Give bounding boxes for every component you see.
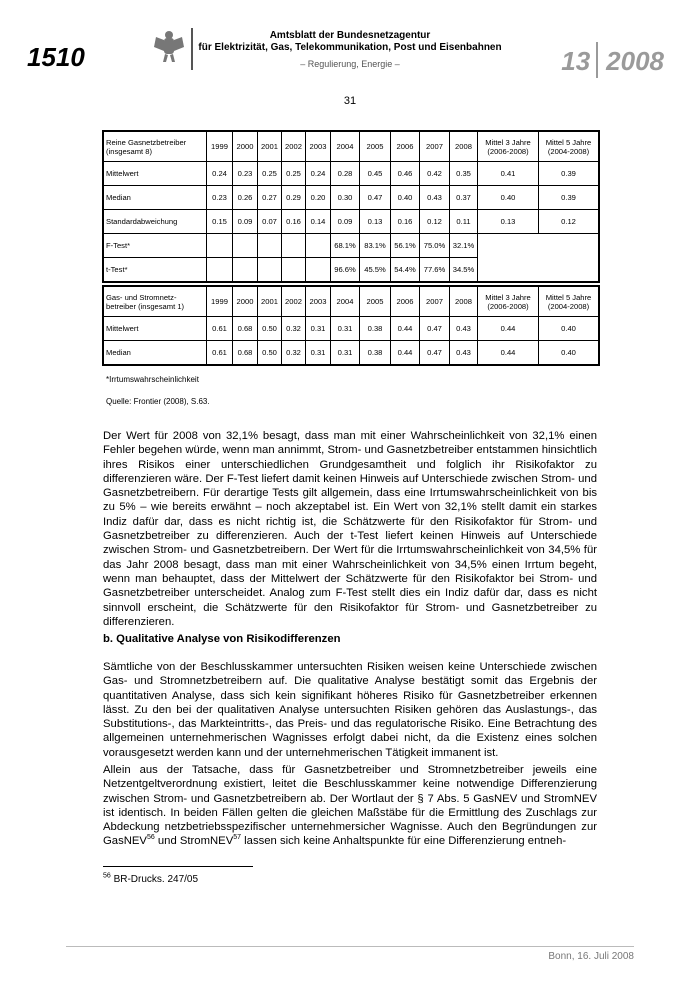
table-cell: 0.44 [478, 317, 539, 341]
issue-number: 13 [561, 46, 591, 76]
row-label: Median [104, 341, 207, 365]
table-cell: 0.40 [478, 186, 539, 210]
table-cell: 0.44 [391, 317, 420, 341]
empty-cell [478, 234, 599, 282]
table-cell: 0.68 [233, 341, 258, 365]
table-cell: 56.1% [391, 234, 420, 258]
row-label: Gas- und Stromnetz-betreiber (insgesamt 1) [104, 287, 207, 317]
table-cell: 0.43 [450, 341, 478, 365]
footnote-ref-57[interactable]: 57 [233, 834, 242, 842]
table-footnote: *Irrtumswahrscheinlichkeit [106, 375, 199, 384]
table-row [104, 186, 599, 210]
paragraph-3-part-2: und StromNEV [154, 835, 234, 848]
table-cell: 1999 [207, 287, 233, 317]
table-cell: 0.31 [331, 317, 360, 341]
table-cell: 68.1% [331, 234, 360, 258]
table-cell: 0.38 [360, 317, 391, 341]
table-cell: 0.45 [360, 162, 391, 186]
table-cell [282, 258, 306, 282]
table-cell: 54.4% [391, 258, 420, 282]
row-label: Mittelwert [104, 317, 207, 341]
table-cell: 0.15 [207, 210, 233, 234]
issue-year: 2008 [606, 46, 664, 76]
table-cell: 2000 [233, 132, 258, 162]
table-cell: 2002 [282, 132, 306, 162]
table-cell: 2001 [258, 132, 282, 162]
table-cell: 2004 [331, 132, 360, 162]
table-cell: 0.24 [207, 162, 233, 186]
row-label: Reine Gasnetzbetreiber (insgesamt 8) [104, 132, 207, 162]
paragraph-1: Der Wert für 2008 von 32,1% besagt, dass man mit einer Wahrscheinlichkeit von 32,1% einen Fehler begehen würde, wenn man annimmt, Strom- und Gasnetzbetreiber entstammen hinsichtlich ihres Risikos einer unterschiedlichen Grundgesamtheit und folglich ihr Risikofaktor zu differenzieren wäre. Der F-Test liefert damit keinen Hinweis auf Unterschiede zwischen Strom- und Gasnetzbetreibern. Für derartige Tests gilt allgemein, dass eine Irrtumswahrscheinlichkeit von bis zu 5% – wie bereits erwähnt – noch akzeptabel ist. Ein Wert von 32,1% stellt damit ein starkes Indiz dafür dar, dass es nicht richtig ist, die Schätzwerte für den Risikofaktor für Strom- und Gasnetzbetreiber zu differenzieren. Auch der t-Test liefert keinen Hinweis auf Unterschiede zwischen Strom- und Gasnetzbetreibern. Der Wert für die Irrtumswahrscheinlichkeit von 34,5% für das Jahr 2008 besagt, dass man mit einer Wahrscheinlichkeit von 34,5% einen Irrtum begeht, wenn man behauptet, dass der Mittelwert der Schätzwerte für den Risikofaktor bei Strom- und Gasnetzbetreiber unterscheidet. Analog zum F-Test stellt dies ein Indiz dafür dar, dass es nicht sinnvoll erscheint, die Schätzwerte für den Risikofaktor für Strom- und Gasnetzbetreiber zu differenzieren. [103, 430, 597, 628]
table-cell: 0.39 [539, 186, 599, 210]
table-cell: 2006 [391, 287, 420, 317]
table-row [104, 234, 599, 258]
table-cell: 0.27 [258, 186, 282, 210]
paragraph-2: Sämtliche von der Beschlusskammer untersuchten Risiken weisen keine Unterschiede zwischen Gas- und Stromnetzbetreibern auf. Die qualitative Analyse bestätigt somit das Ergebnis der quantitativen Analyse, dass sich kein signifikant höheres Risiko für Gasnetzbetreiber erkennen lässt. Zu den bei der qualitativen Analyse untersuchten Risiken gehören das Auslastungs-, das Substitutions-, das Markteintritts-, das Preis- und das regulatorische Risiko. Eine Betrachtung des allgemeinen unternehmerischen Wagnisses erfolgt dabei nicht, da die Existenz eines solchen vorausgesetzt werden kann und der unternehmerischen Tätigkeit immanent ist. [103, 661, 597, 759]
table-cell [306, 234, 331, 258]
table-cell: 0.23 [207, 186, 233, 210]
table-cell [207, 234, 233, 258]
table-cell: 0.61 [207, 341, 233, 365]
table-cell: 0.50 [258, 341, 282, 365]
table-row [104, 317, 599, 341]
table-cell: 0.09 [331, 210, 360, 234]
table-cell: 0.39 [539, 162, 599, 186]
table-cell: 0.37 [450, 186, 478, 210]
table-cell: 0.07 [258, 210, 282, 234]
table-cell: 0.43 [420, 186, 450, 210]
table-cell: 0.25 [282, 162, 306, 186]
page-number: 1510 [27, 42, 85, 72]
table-cell: 0.23 [233, 162, 258, 186]
table-cell: 0.29 [282, 186, 306, 210]
journal-header [180, 30, 520, 70]
table-cell [258, 234, 282, 258]
table-cell: 0.28 [331, 162, 360, 186]
table-cell: 0.31 [306, 317, 331, 341]
table-cell: 96.6% [331, 258, 360, 282]
table-cell: 1999 [207, 132, 233, 162]
table-cell: 0.68 [233, 317, 258, 341]
table-cell: 0.41 [478, 162, 539, 186]
row-label: t-Test* [104, 258, 207, 282]
table-cell: 32.1% [450, 234, 478, 258]
table-cell: 0.40 [539, 317, 599, 341]
table-cell [282, 234, 306, 258]
table-cell: 0.42 [420, 162, 450, 186]
table-cell: 0.35 [450, 162, 478, 186]
table-row [104, 162, 599, 186]
table-cell: 0.61 [207, 317, 233, 341]
issue-divider [596, 42, 598, 78]
table-row [104, 341, 599, 365]
table-cell [258, 258, 282, 282]
table-cell: 2008 [450, 287, 478, 317]
journal-title: Amtsblatt der Bundesnetzagentur [269, 30, 431, 41]
table-cell: 2008 [450, 132, 478, 162]
table-cell: 0.43 [450, 317, 478, 341]
journal-section: – Regulierung, Energie – [300, 59, 400, 69]
table-cell: 0.46 [391, 162, 420, 186]
table-cell: Mittel 3 Jahre (2006-2008) [478, 287, 539, 317]
table-cell: 45.5% [360, 258, 391, 282]
table-cell: Mittel 3 Jahre (2006-2008) [478, 132, 539, 162]
table-cell: 0.47 [360, 186, 391, 210]
table-cell: 0.31 [306, 341, 331, 365]
table-cell: 0.32 [282, 317, 306, 341]
footnote-ref-56[interactable]: 56 [146, 834, 155, 842]
table-cell: 0.20 [306, 186, 331, 210]
table-cell: 0.47 [420, 341, 450, 365]
table-source: Quelle: Frontier (2008), S.63. [106, 397, 210, 406]
table-cell: 0.13 [478, 210, 539, 234]
table-cell: Mittel 5 Jahre (2004-2008) [539, 132, 599, 162]
table-cell: 0.47 [420, 317, 450, 341]
table-cell: 0.44 [478, 341, 539, 365]
table-cell [306, 258, 331, 282]
table-cell: 2006 [391, 132, 420, 162]
table-cell: 2007 [420, 287, 450, 317]
footnote [103, 874, 198, 885]
table-cell: 77.6% [420, 258, 450, 282]
table-cell: 0.40 [539, 341, 599, 365]
table-cell: 34.5% [450, 258, 478, 282]
paragraph-3-part-3: lassen sich keine Anhaltspunkte für eine Differenzierung entneh- [241, 835, 567, 848]
row-label: F-Test* [104, 234, 207, 258]
journal-subtitle: für Elektrizität, Gas, Telekommunikation, Post und Eisenbahnen [198, 42, 502, 53]
table-cell: 0.12 [420, 210, 450, 234]
table-header-row [104, 132, 599, 162]
footnote-rule [103, 866, 253, 867]
table-header-row [104, 287, 599, 317]
table-cell: 75.0% [420, 234, 450, 258]
footnote-text: BR-Drucks. 247/05 [110, 874, 199, 885]
table-cell: 0.16 [282, 210, 306, 234]
table-cell: 83.1% [360, 234, 391, 258]
table-cell: 2003 [306, 287, 331, 317]
table-cell: 0.24 [306, 162, 331, 186]
footer-date: Bonn, 16. Juli 2008 [548, 951, 634, 962]
table-cell: 2005 [360, 132, 391, 162]
row-label: Standardabweichung [104, 210, 207, 234]
table-cell: 0.31 [331, 341, 360, 365]
table-cell: 0.09 [233, 210, 258, 234]
issue-label [561, 42, 664, 78]
table-cell: 2003 [306, 132, 331, 162]
table-cell: 0.38 [360, 341, 391, 365]
table-cell: 0.13 [360, 210, 391, 234]
table-cell: 0.32 [282, 341, 306, 365]
table-cell [233, 258, 258, 282]
table-cell: 0.12 [539, 210, 599, 234]
section-heading-b: b. Qualitative Analyse von Risikodifferenzen [103, 633, 341, 645]
table-row [104, 210, 599, 234]
table-cell: 0.40 [391, 186, 420, 210]
table-cell: 0.16 [391, 210, 420, 234]
row-label: Mittelwert [104, 162, 207, 186]
table-cell: Mittel 5 Jahre (2004-2008) [539, 287, 599, 317]
table-cell: 0.50 [258, 317, 282, 341]
paragraph-3-part-1: Allein aus der Tatsache, dass für Gasnetzbetreiber und Stromnetzbetreiber jeweils eine Netzentgeltverordnung existiert, leitet die Beschlusskammer keine notwendige Differenzierung zwischen Strom- und Gasnetzbetreibern ab. Der Wortlaut der § 7 Abs. 5 GasNEV und StromNEV ist identisch. In beiden Fällen gelten die gleichen Maßstäbe für die Ermittlung des Zuschlags zur Abdeckung netzbetriebsspezifischer unternehmersicher Wagnisse. Auch den Begründungen zur GasNEV [103, 764, 597, 848]
table-cell: 0.25 [258, 162, 282, 186]
table-cell: 0.14 [306, 210, 331, 234]
table-cell: 0.26 [233, 186, 258, 210]
footer-rule [66, 946, 634, 947]
paragraph-3 [103, 763, 597, 849]
table-cell: 0.30 [331, 186, 360, 210]
table-cell: 2005 [360, 287, 391, 317]
gas-network-table [103, 131, 599, 282]
table-cell: 0.11 [450, 210, 478, 234]
table-cell: 2007 [420, 132, 450, 162]
table-cell: 2001 [258, 287, 282, 317]
row-label: Median [104, 186, 207, 210]
table-cell [207, 258, 233, 282]
center-page-number: 31 [343, 95, 357, 107]
footnote-number: 56 [103, 872, 111, 880]
gas-electricity-network-table [103, 286, 599, 365]
table-cell [233, 234, 258, 258]
table-cell: 2004 [331, 287, 360, 317]
table-cell: 2002 [282, 287, 306, 317]
table-cell: 2000 [233, 287, 258, 317]
table-cell: 0.44 [391, 341, 420, 365]
